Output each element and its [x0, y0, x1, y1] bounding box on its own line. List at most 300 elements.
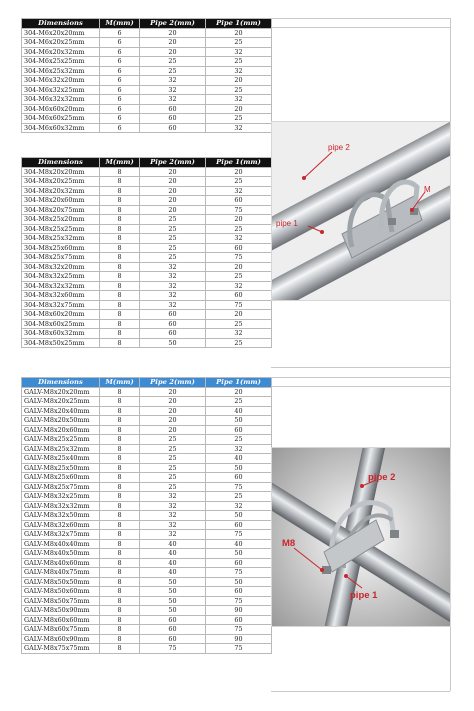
- cell-pipe2: 20: [140, 167, 206, 177]
- cell-pipe1: 75: [206, 625, 272, 635]
- table-row: [22, 291, 272, 301]
- cell-pipe1: 60: [206, 520, 272, 530]
- cell-pipe1: 50: [206, 416, 272, 426]
- cell-m: 8: [100, 435, 140, 445]
- table-row: [22, 28, 272, 38]
- cell-pipe2: 25: [140, 253, 206, 263]
- table-row: [22, 539, 272, 549]
- cell-m: 8: [100, 501, 140, 511]
- cell-pipe2: 25: [140, 224, 206, 234]
- table-row: [22, 186, 272, 196]
- header-pipe2: Pipe 2(mm): [140, 158, 206, 168]
- cell-dimensions: GALV-M8x40x75mm: [22, 568, 100, 578]
- table-row: [22, 387, 272, 397]
- cell-pipe1: 32: [206, 281, 272, 291]
- cell-m: 8: [100, 234, 140, 244]
- cell-pipe1: 60: [206, 243, 272, 253]
- table-m8: [21, 157, 272, 348]
- table-row: [22, 473, 272, 483]
- cell-dimensions: 304-M6x60x32mm: [22, 123, 100, 133]
- cell-pipe1: 60: [206, 425, 272, 435]
- cell-m: 8: [100, 177, 140, 187]
- cell-m: 8: [100, 568, 140, 578]
- cell-pipe2: 32: [140, 492, 206, 502]
- cell-m: 8: [100, 215, 140, 225]
- cell-dimensions: GALV-M8x50x60mm: [22, 587, 100, 597]
- cell-pipe1: 75: [206, 568, 272, 578]
- cell-pipe1: 25: [206, 338, 272, 348]
- pipe1-label: pipe 1: [350, 590, 378, 601]
- table-row: [22, 310, 272, 320]
- header-m: M(mm): [100, 378, 140, 388]
- cell-dimensions: GALV-M8x20x60mm: [22, 425, 100, 435]
- cell-m: 6: [100, 114, 140, 124]
- table-row: [22, 243, 272, 253]
- table-row: [22, 463, 272, 473]
- table-row: [22, 501, 272, 511]
- cell-pipe1: 20: [206, 167, 272, 177]
- cell-pipe2: 25: [140, 473, 206, 483]
- cell-m: 6: [100, 123, 140, 133]
- cell-pipe1: 50: [206, 549, 272, 559]
- cell-pipe1: 25: [206, 272, 272, 282]
- cell-pipe1: 75: [206, 530, 272, 540]
- cell-dimensions: 304-M6x32x32mm: [22, 95, 100, 105]
- m8-label: M8: [282, 538, 296, 549]
- grid-line: [271, 377, 450, 378]
- cell-dimensions: 304-M8x60x20mm: [22, 310, 100, 320]
- table-row: [22, 435, 272, 445]
- cell-dimensions: GALV-M8x75x75mm: [22, 644, 100, 654]
- cell-dimensions: GALV-M8x32x50mm: [22, 511, 100, 521]
- cell-pipe1: 32: [206, 444, 272, 454]
- table-row: [22, 224, 272, 234]
- cell-m: 6: [100, 85, 140, 95]
- table-m6: [21, 18, 272, 133]
- header-row: [22, 158, 272, 168]
- cell-dimensions: GALV-M8x60x75mm: [22, 625, 100, 635]
- header-m: M(mm): [100, 158, 140, 168]
- cell-pipe2: 32: [140, 85, 206, 95]
- pipe1-label: pipe 1: [276, 219, 298, 228]
- cell-pipe2: 60: [140, 615, 206, 625]
- cell-m: 8: [100, 397, 140, 407]
- cell-pipe1: 25: [206, 492, 272, 502]
- cell-pipe2: 50: [140, 577, 206, 587]
- table-row: [22, 253, 272, 263]
- cell-m: 8: [100, 596, 140, 606]
- cell-pipe1: 40: [206, 539, 272, 549]
- cell-pipe1: 25: [206, 397, 272, 407]
- cell-pipe1: 25: [206, 319, 272, 329]
- cell-pipe2: 40: [140, 549, 206, 559]
- cell-pipe2: 32: [140, 95, 206, 105]
- table-row: [22, 104, 272, 114]
- cell-pipe2: 20: [140, 205, 206, 215]
- cell-dimensions: GALV-M8x60x90mm: [22, 634, 100, 644]
- cell-m: 8: [100, 281, 140, 291]
- cell-pipe1: 90: [206, 606, 272, 616]
- cell-m: 8: [100, 205, 140, 215]
- cell-m: 8: [100, 577, 140, 587]
- cell-dimensions: GALV-M8x40x60mm: [22, 558, 100, 568]
- grid-line: [271, 691, 450, 692]
- cell-pipe2: 25: [140, 234, 206, 244]
- table-row: [22, 215, 272, 225]
- cell-m: 8: [100, 196, 140, 206]
- cell-pipe1: 75: [206, 253, 272, 263]
- header-pipe2: Pipe 2(mm): [140, 378, 206, 388]
- table-row: [22, 85, 272, 95]
- cell-pipe1: 32: [206, 47, 272, 57]
- cell-pipe1: 60: [206, 196, 272, 206]
- cell-m: 8: [100, 454, 140, 464]
- cell-m: 8: [100, 549, 140, 559]
- cell-pipe1: 20: [206, 387, 272, 397]
- cell-dimensions: 304-M8x32x60mm: [22, 291, 100, 301]
- cell-pipe2: 25: [140, 482, 206, 492]
- cell-pipe1: 25: [206, 224, 272, 234]
- cell-m: 8: [100, 262, 140, 272]
- table-row: [22, 606, 272, 616]
- cell-m: 8: [100, 416, 140, 426]
- cell-pipe1: 25: [206, 85, 272, 95]
- cell-pipe1: 32: [206, 234, 272, 244]
- cell-m: 8: [100, 634, 140, 644]
- cell-m: 8: [100, 587, 140, 597]
- cell-pipe2: 25: [140, 215, 206, 225]
- cell-pipe2: 25: [140, 435, 206, 445]
- cell-pipe2: 25: [140, 243, 206, 253]
- cell-pipe2: 60: [140, 310, 206, 320]
- table-row: [22, 329, 272, 339]
- cell-pipe2: 60: [140, 114, 206, 124]
- cell-dimensions: 304-M8x32x32mm: [22, 281, 100, 291]
- cell-pipe2: 60: [140, 104, 206, 114]
- table-row: [22, 38, 272, 48]
- cell-pipe2: 20: [140, 416, 206, 426]
- cell-dimensions: GALV-M8x32x60mm: [22, 520, 100, 530]
- cell-pipe2: 25: [140, 66, 206, 76]
- cell-pipe2: 20: [140, 387, 206, 397]
- cell-dimensions: GALV-M8x60x60mm: [22, 615, 100, 625]
- header-m: M(mm): [100, 19, 140, 29]
- cell-dimensions: GALV-M8x50x90mm: [22, 606, 100, 616]
- cell-dimensions: 304-M8x20x75mm: [22, 205, 100, 215]
- cell-m: 8: [100, 558, 140, 568]
- cell-dimensions: 304-M8x20x20mm: [22, 167, 100, 177]
- table-row: [22, 281, 272, 291]
- table-row: [22, 123, 272, 133]
- cell-dimensions: 304-M8x32x25mm: [22, 272, 100, 282]
- grid-line: [271, 27, 450, 28]
- grid-line: [271, 386, 450, 387]
- cell-pipe2: 25: [140, 463, 206, 473]
- cell-dimensions: 304-M8x25x60mm: [22, 243, 100, 253]
- cell-m: 8: [100, 319, 140, 329]
- cell-pipe2: 60: [140, 634, 206, 644]
- cell-m: 8: [100, 425, 140, 435]
- cell-m: 8: [100, 310, 140, 320]
- cell-pipe1: 20: [206, 310, 272, 320]
- cell-pipe1: 60: [206, 558, 272, 568]
- cell-pipe2: 20: [140, 425, 206, 435]
- cell-pipe2: 50: [140, 596, 206, 606]
- header-pipe1: Pipe 1(mm): [206, 378, 272, 388]
- cell-m: 6: [100, 104, 140, 114]
- cell-pipe2: 40: [140, 539, 206, 549]
- cell-pipe1: 75: [206, 482, 272, 492]
- table-row: [22, 234, 272, 244]
- cell-pipe2: 32: [140, 520, 206, 530]
- table-row: [22, 558, 272, 568]
- table-row: [22, 530, 272, 540]
- pipe2-label: pipe 2: [368, 472, 396, 483]
- cell-pipe2: 32: [140, 501, 206, 511]
- cell-pipe2: 40: [140, 568, 206, 578]
- cell-pipe2: 32: [140, 76, 206, 86]
- table-galv: [21, 377, 272, 654]
- cell-m: 8: [100, 492, 140, 502]
- table-row: [22, 272, 272, 282]
- cell-pipe1: 60: [206, 587, 272, 597]
- cell-pipe1: 75: [206, 644, 272, 654]
- cell-m: 6: [100, 28, 140, 38]
- cell-pipe1: 50: [206, 511, 272, 521]
- cell-pipe2: 20: [140, 47, 206, 57]
- cell-dimensions: 304-M6x32x25mm: [22, 85, 100, 95]
- table-row: [22, 577, 272, 587]
- cell-pipe1: 32: [206, 329, 272, 339]
- cell-pipe2: 60: [140, 625, 206, 635]
- cell-pipe1: 25: [206, 177, 272, 187]
- cell-pipe2: 25: [140, 57, 206, 67]
- cell-dimensions: GALV-M8x20x40mm: [22, 406, 100, 416]
- cell-dimensions: 304-M8x60x25mm: [22, 319, 100, 329]
- cell-pipe1: 50: [206, 463, 272, 473]
- cell-pipe2: 32: [140, 300, 206, 310]
- m-label: M: [424, 185, 431, 194]
- cell-pipe2: 32: [140, 281, 206, 291]
- cell-pipe2: 25: [140, 444, 206, 454]
- header-row: [22, 19, 272, 29]
- cell-pipe1: 32: [206, 66, 272, 76]
- cell-m: 8: [100, 463, 140, 473]
- cell-dimensions: 304-M8x25x32mm: [22, 234, 100, 244]
- cell-dimensions: GALV-M8x50x50mm: [22, 577, 100, 587]
- cell-dimensions: 304-M8x20x60mm: [22, 196, 100, 206]
- cell-dimensions: 304-M8x20x25mm: [22, 177, 100, 187]
- cell-dimensions: GALV-M8x20x50mm: [22, 416, 100, 426]
- cell-pipe2: 20: [140, 186, 206, 196]
- cell-dimensions: 304-M8x25x25mm: [22, 224, 100, 234]
- cell-m: 8: [100, 338, 140, 348]
- cell-pipe2: 20: [140, 177, 206, 187]
- cell-dimensions: 304-M6x60x20mm: [22, 104, 100, 114]
- cell-m: 8: [100, 167, 140, 177]
- cell-pipe1: 20: [206, 262, 272, 272]
- cell-dimensions: GALV-M8x25x75mm: [22, 482, 100, 492]
- cell-pipe1: 75: [206, 205, 272, 215]
- table-row: [22, 615, 272, 625]
- cell-dimensions: GALV-M8x40x50mm: [22, 549, 100, 559]
- table-row: [22, 406, 272, 416]
- cell-m: 8: [100, 444, 140, 454]
- cell-dimensions: GALV-M8x32x32mm: [22, 501, 100, 511]
- table-row: [22, 95, 272, 105]
- cell-m: 8: [100, 253, 140, 263]
- table-row: [22, 114, 272, 124]
- cell-m: 8: [100, 606, 140, 616]
- table-row: [22, 300, 272, 310]
- cell-pipe2: 60: [140, 123, 206, 133]
- table-row: [22, 596, 272, 606]
- table-row: [22, 644, 272, 654]
- cell-pipe2: 60: [140, 329, 206, 339]
- table-row: [22, 492, 272, 502]
- table-row: [22, 47, 272, 57]
- cell-dimensions: GALV-M8x25x32mm: [22, 444, 100, 454]
- cell-pipe2: 32: [140, 511, 206, 521]
- cell-dimensions: GALV-M8x25x40mm: [22, 454, 100, 464]
- table-row: [22, 568, 272, 578]
- cell-dimensions: 304-M8x32x20mm: [22, 262, 100, 272]
- cell-pipe1: 20: [206, 76, 272, 86]
- cell-m: 8: [100, 300, 140, 310]
- cell-pipe2: 50: [140, 606, 206, 616]
- cell-pipe2: 32: [140, 272, 206, 282]
- header-dimensions: Dimensions: [22, 158, 100, 168]
- table-row: [22, 66, 272, 76]
- header-pipe1: Pipe 1(mm): [206, 158, 272, 168]
- cell-m: 6: [100, 66, 140, 76]
- cell-pipe1: 40: [206, 454, 272, 464]
- table-row: [22, 205, 272, 215]
- cell-pipe1: 75: [206, 300, 272, 310]
- cell-pipe1: 60: [206, 615, 272, 625]
- cell-dimensions: GALV-M8x20x25mm: [22, 397, 100, 407]
- cell-pipe2: 32: [140, 291, 206, 301]
- table-row: [22, 425, 272, 435]
- cell-m: 8: [100, 406, 140, 416]
- table-row: [22, 177, 272, 187]
- table-row: [22, 76, 272, 86]
- cell-dimensions: 304-M6x25x25mm: [22, 57, 100, 67]
- cell-m: 8: [100, 329, 140, 339]
- table-row: [22, 167, 272, 177]
- cell-m: 8: [100, 511, 140, 521]
- table-row: [22, 262, 272, 272]
- pipe2-label: pipe 2: [328, 143, 350, 152]
- cell-dimensions: GALV-M8x40x40mm: [22, 539, 100, 549]
- cell-pipe1: 40: [206, 406, 272, 416]
- cell-pipe1: 60: [206, 473, 272, 483]
- header-dimensions: Dimensions: [22, 378, 100, 388]
- table-row: [22, 511, 272, 521]
- cell-m: 8: [100, 482, 140, 492]
- cell-dimensions: 304-M8x60x32mm: [22, 329, 100, 339]
- grid-line: [271, 18, 450, 19]
- cell-pipe1: 32: [206, 95, 272, 105]
- cell-pipe1: 20: [206, 215, 272, 225]
- cell-m: 8: [100, 644, 140, 654]
- cell-pipe2: 40: [140, 558, 206, 568]
- cell-dimensions: 304-M6x20x20mm: [22, 28, 100, 38]
- cell-pipe1: 60: [206, 291, 272, 301]
- cell-m: 6: [100, 38, 140, 48]
- cell-pipe1: 25: [206, 38, 272, 48]
- header-row: [22, 378, 272, 388]
- cell-pipe2: 50: [140, 338, 206, 348]
- table-row: [22, 549, 272, 559]
- table-row: [22, 520, 272, 530]
- table-row: [22, 587, 272, 597]
- cell-pipe1: 32: [206, 501, 272, 511]
- cell-pipe1: 25: [206, 435, 272, 445]
- cell-dimensions: 304-M6x60x25mm: [22, 114, 100, 124]
- table-row: [22, 57, 272, 67]
- cell-m: 8: [100, 625, 140, 635]
- cell-pipe2: 75: [140, 644, 206, 654]
- u-bolt-clamp-photo-galv: [271, 447, 451, 627]
- table-row: [22, 454, 272, 464]
- cell-pipe1: 20: [206, 28, 272, 38]
- table-row: [22, 338, 272, 348]
- cell-pipe2: 32: [140, 262, 206, 272]
- table-row: [22, 319, 272, 329]
- cell-m: 8: [100, 224, 140, 234]
- cell-dimensions: 304-M6x32x20mm: [22, 76, 100, 86]
- cell-m: 8: [100, 520, 140, 530]
- cell-pipe2: 20: [140, 397, 206, 407]
- cell-dimensions: GALV-M8x50x75mm: [22, 596, 100, 606]
- cell-pipe2: 20: [140, 28, 206, 38]
- cell-dimensions: GALV-M8x32x75mm: [22, 530, 100, 540]
- table-row: [22, 482, 272, 492]
- table-row: [22, 397, 272, 407]
- header-pipe1: Pipe 1(mm): [206, 19, 272, 29]
- cell-pipe2: 50: [140, 587, 206, 597]
- cell-dimensions: GALV-M8x25x25mm: [22, 435, 100, 445]
- cell-pipe1: 25: [206, 114, 272, 124]
- table-row: [22, 634, 272, 644]
- cell-pipe1: 75: [206, 596, 272, 606]
- table-row: [22, 444, 272, 454]
- cell-m: 8: [100, 473, 140, 483]
- cell-pipe2: 20: [140, 406, 206, 416]
- cell-m: 8: [100, 615, 140, 625]
- cell-pipe1: 90: [206, 634, 272, 644]
- cell-pipe1: 50: [206, 577, 272, 587]
- cell-m: 8: [100, 539, 140, 549]
- cell-dimensions: 304-M8x50x25mm: [22, 338, 100, 348]
- cell-pipe2: 20: [140, 196, 206, 206]
- cell-dimensions: GALV-M8x25x60mm: [22, 473, 100, 483]
- cell-pipe1: 25: [206, 57, 272, 67]
- cell-pipe1: 32: [206, 186, 272, 196]
- grid-line: [271, 367, 450, 368]
- cell-pipe2: 25: [140, 454, 206, 464]
- header-pipe2: Pipe 2(mm): [140, 19, 206, 29]
- cell-pipe1: 32: [206, 123, 272, 133]
- cell-m: 8: [100, 291, 140, 301]
- cell-dimensions: GALV-M8x20x20mm: [22, 387, 100, 397]
- cell-dimensions: 304-M6x20x25mm: [22, 38, 100, 48]
- cell-dimensions: 304-M8x32x75mm: [22, 300, 100, 310]
- cell-pipe1: 20: [206, 104, 272, 114]
- table-row: [22, 196, 272, 206]
- cell-m: 8: [100, 243, 140, 253]
